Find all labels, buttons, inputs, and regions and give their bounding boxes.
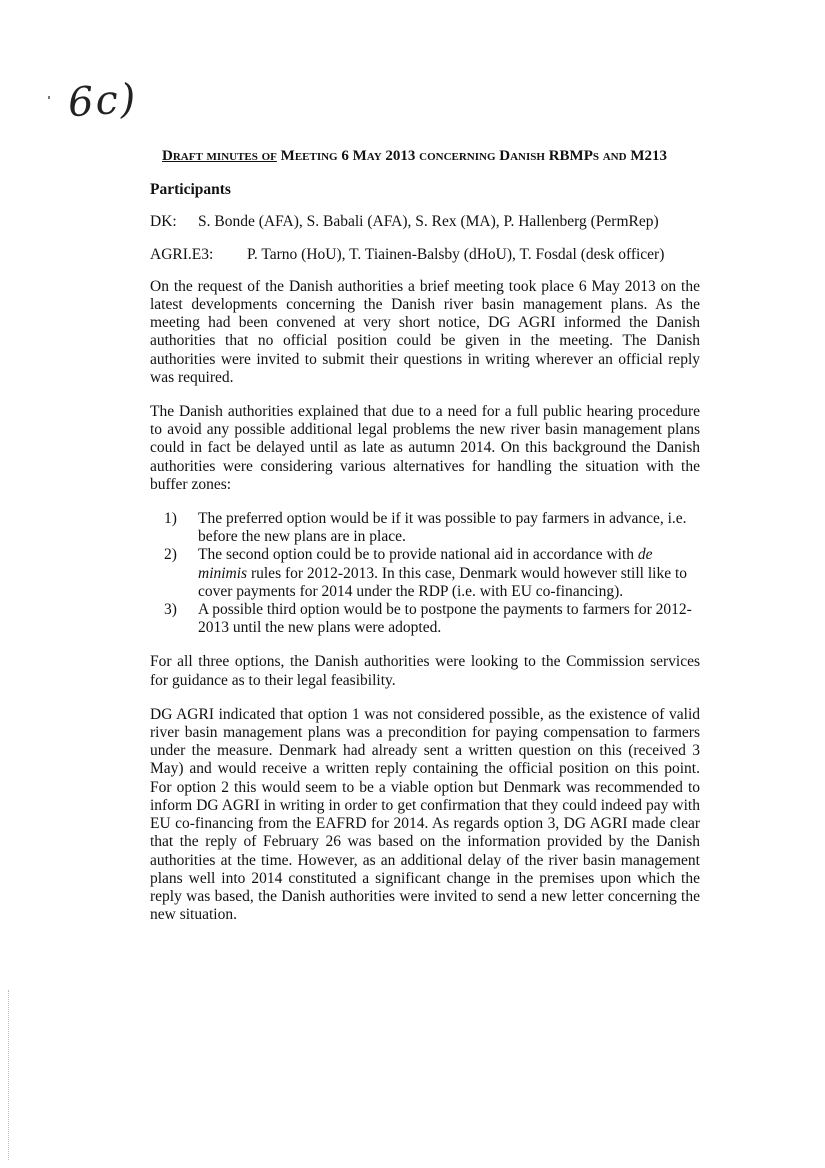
- text-segment: The second option could be to provide national aid in accordance with: [198, 546, 638, 564]
- handwritten-annotation: 6c): [66, 75, 139, 127]
- stray-mark: [48, 96, 50, 99]
- options-list: [150, 510, 700, 637]
- list-item-text: The preferred option would be if it was possible to pay farmers in advance, i.e. before the new plans are in place.: [198, 510, 687, 546]
- list-item-number: 3): [164, 601, 177, 619]
- title-underlined-part: Draft minutes of: [162, 148, 277, 164]
- document-body: [150, 147, 700, 940]
- list-item: [150, 510, 700, 546]
- paragraph-danish-explanation: The Danish authorities explained that due to a need for a full public hearing procedure to avoid any possible additional legal problems the new river basin management plans could in fact be delayed until as late as autumn 2014. On this background the Danish authorities were considering various alternatives for handling the situation with the buffer zones:: [150, 403, 700, 493]
- participant-group-label: AGRI.E3:: [150, 245, 214, 263]
- list-item-text: [198, 546, 687, 599]
- list-item-number: 2): [164, 546, 177, 564]
- list-item: [150, 601, 700, 637]
- participants-row-agri: [150, 246, 700, 264]
- participant-names: P. Tarno (HoU), T. Tiainen-Balsby (dHoU), T. Fosdal (desk officer): [247, 245, 665, 263]
- paragraph-dg-agri-response: DG AGRI indicated that option 1 was not considered possible, as the existence of valid river basin management plans was a precondition for paying compensation to farmers under the measure. Denmark had already sent a written question on this (received 3 May) and would receive a written reply containing the official position on this point. For option 2 this would seem to be a viable option but Denmark was recommended to inform DG AGRI in writing in order to get confirmation that they could indeed pay with EU co-financing from the EAFRD for 2014. As regards option 3, DG AGRI made clear that the reply of February 26 was based on the information provided by the Danish authorities at the time. However, as an additional delay of the river basin management plans well into 2014 constituted a significant change in the premises upon which the reply was based, the Danish authorities were invited to send a new letter concerning the new situation.: [150, 705, 700, 924]
- list-item: [150, 546, 700, 601]
- scan-margin-artifact: [8, 990, 10, 1160]
- paragraph-options-summary: For all three options, the Danish authorities were looking to the Commission services for guidance as to their legal feasibility.: [150, 653, 700, 689]
- list-item-text: A possible third option would be to postpone the payments to farmers for 2012-2013 until the new plans were adopted.: [198, 601, 692, 637]
- list-item-number: 1): [164, 510, 177, 528]
- participants-heading: Participants: [150, 181, 231, 199]
- document-title: [162, 147, 700, 165]
- participant-names: S. Bonde (AFA), S. Babali (AFA), S. Rex (MA), P. Hallenberg (PermRep): [198, 213, 659, 231]
- paragraph-intro: On the request of the Danish authorities a brief meeting took place 6 May 2013 on the latest developments concerning the Danish river basin management plans. As the meeting had been convened at very short notice, DG AGRI informed the Danish authorities that no official position could be given in the meeting. The Danish authorities were invited to submit their questions in writing wherever an official reply was required.: [150, 277, 700, 386]
- participant-group-label: DK:: [150, 213, 177, 231]
- text-segment: rules for 2012-2013. In this case, Denmark would however still like to cover payments for 2014 under the RDP (i.e. with EU co-financing).: [198, 564, 688, 600]
- title-rest: Meeting 6 May 2013 concerning Danish RBMPs and M213: [276, 148, 667, 164]
- participants-row-dk: [150, 213, 700, 231]
- italic-term: de minimis: [198, 546, 653, 582]
